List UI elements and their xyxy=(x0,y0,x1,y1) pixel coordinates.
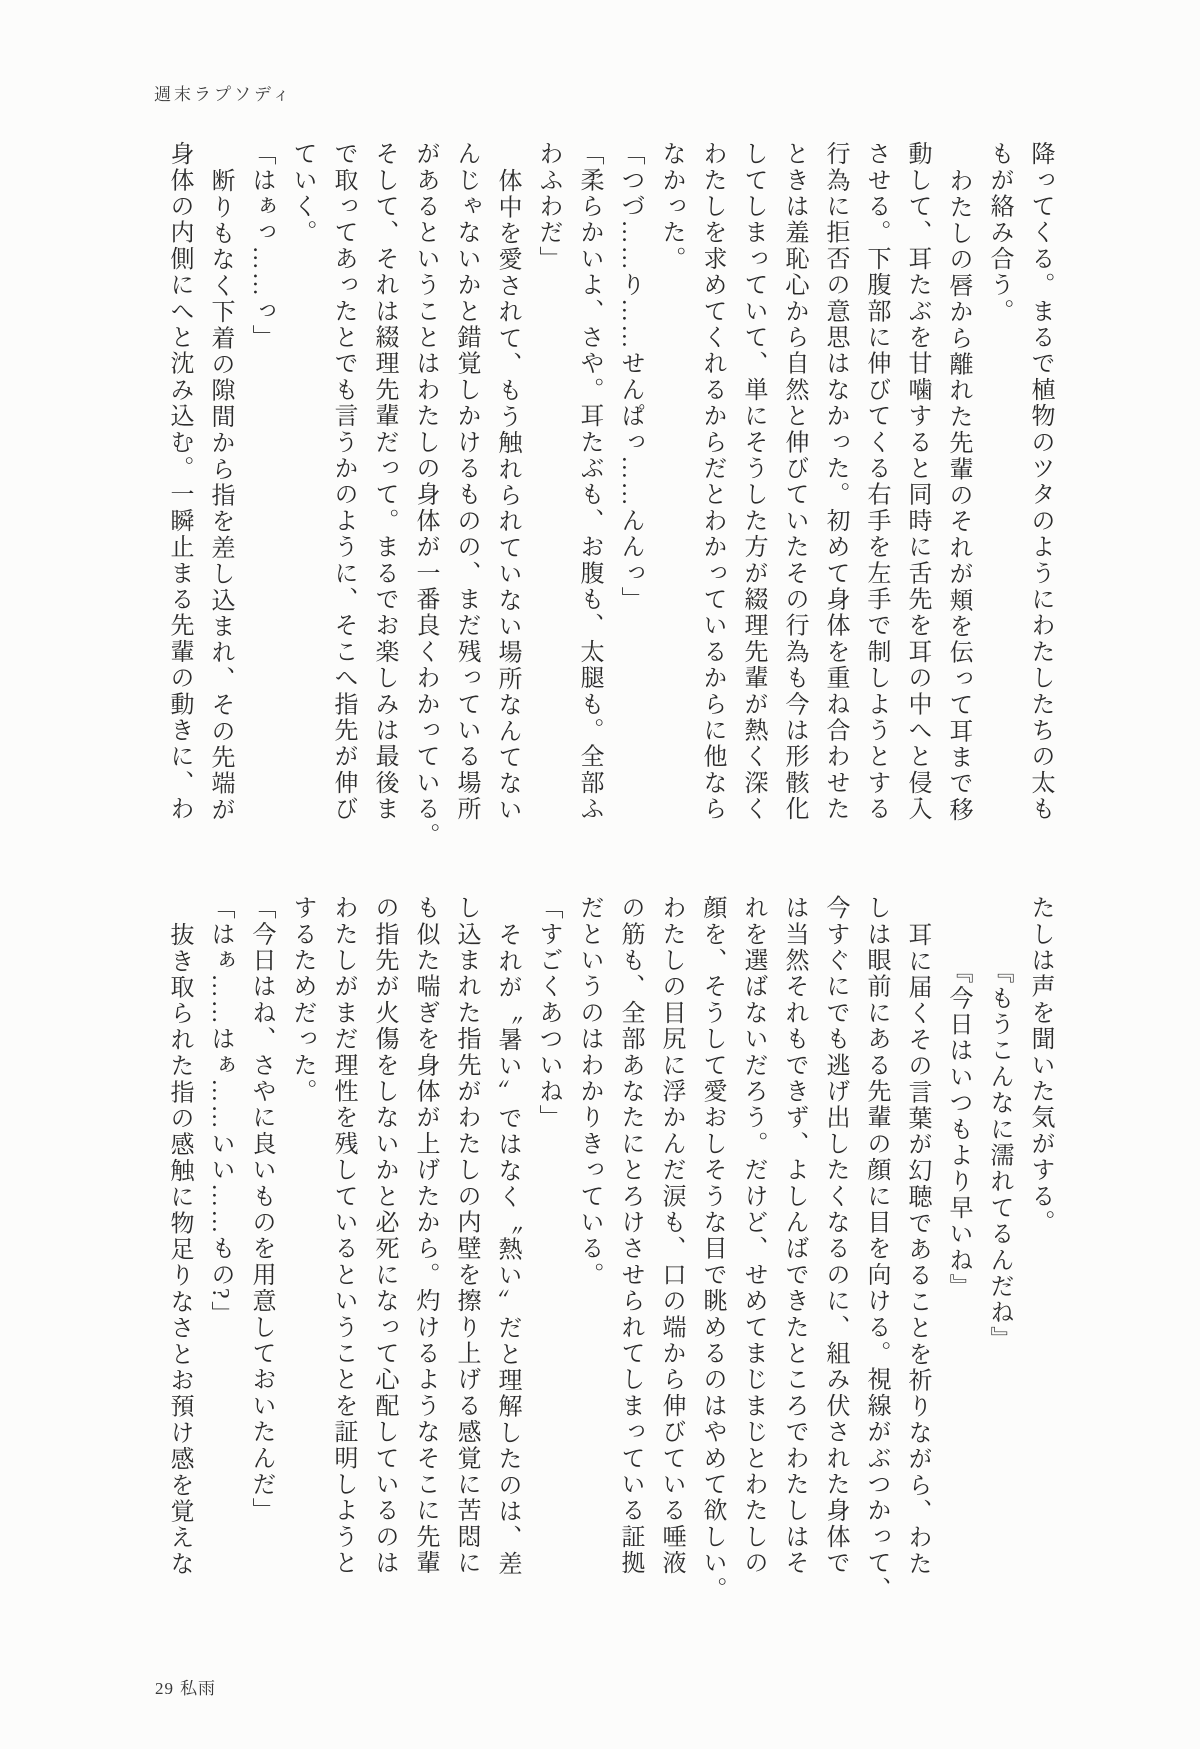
text-column: があるということはわたしの身体が一番良くわかっている。 xyxy=(412,141,438,849)
text-column: 「つづ……り……せんぱっ……んんっ」 xyxy=(617,141,643,613)
text-column: 降ってくる。まるで植物のツタのようにわたしたちの太も xyxy=(1027,141,1053,823)
text-column: 顔を、そうして愛おしそうな目で眺めるのはやめて欲しい。 xyxy=(699,895,725,1603)
text-column: わたしの目尻に浮かんだ涙も、口の端から伸びている唾液 xyxy=(658,895,684,1577)
text-column: ときは羞恥心から自然と伸びていたその行為も今は形骸化 xyxy=(781,141,807,823)
text-column: してしまっていて、単にそうした方が綴理先輩が熱く深く xyxy=(740,141,766,823)
text-block-top xyxy=(158,141,1060,849)
text-column: 「はぁっ……っ」 xyxy=(248,141,274,351)
text-column: 「今日はね、さやに良いものを用意しておいたんだ」 xyxy=(248,895,274,1524)
text-column: 身体の内側にへと沈み込む。一瞬止まる先輩の動きに、わ xyxy=(166,141,192,823)
text-column: 「すごくあついね」 xyxy=(535,895,561,1131)
text-column: も似た喘ぎを身体が上げたから。灼けるようなそこに先輩 xyxy=(412,895,438,1577)
text-column: 今すぐにでも逃げ出したくなるのに、組み伏された身体で xyxy=(822,895,848,1577)
text-column: れを選ばないだろう。だけど、せめてまじまじとわたしの xyxy=(740,895,766,1577)
text-column: させる。下腹部に伸びてくる右手を左手で制しようとする xyxy=(863,141,889,823)
text-column: 『今日はいつもより早いね』 xyxy=(945,959,971,1300)
text-column: そして、それは綴理先輩だって。まるでお楽しみは最後ま xyxy=(371,141,397,823)
text-column: わたしがまだ理性を残しているということを証明しようと xyxy=(330,895,356,1577)
text-column: は当然それもできず、よしんばできたところでわたしはそ xyxy=(781,895,807,1577)
text-column: の筋も、全部あなたにとろけさせられてしまっている証拠 xyxy=(617,895,643,1577)
text-column: で取ってあったとでも言うかのように、そこへ指先が伸び xyxy=(330,141,356,823)
text-column: 行為に拒否の意思はなかった。初めて身体を重ね合わせた xyxy=(822,141,848,823)
text-column: ていく。 xyxy=(289,141,315,246)
text-column: 『もうこんなに濡れてるんだね』 xyxy=(986,959,1012,1352)
text-column: わたしを求めてくれるからだとわかっているからに他なら xyxy=(699,141,725,823)
text-column: だというのはわかりきっている。 xyxy=(576,895,602,1288)
text-column: 耳に届くその言葉が幻聴であることを祈りながら、わた xyxy=(904,922,930,1577)
text-column: 断りもなく下着の隙間から指を差し込まれ、その先端が xyxy=(207,168,233,824)
text-column: するためだった。 xyxy=(289,895,315,1105)
footer-title: 私雨 xyxy=(180,1679,216,1698)
text-column: 「柔らかいよ、さや。耳たぶも、お腹も、太腿も。全部ふ xyxy=(576,141,602,823)
text-column: なかった。 xyxy=(658,141,684,272)
text-column: 体中を愛されて、もう触れられていない場所なんてない xyxy=(494,168,520,823)
running-head: 週末ラプソディ xyxy=(154,85,293,104)
text-column: 抜き取られた指の感触に物足りなさとお預け感を覚えな xyxy=(166,922,192,1577)
text-column: それが〝暑い〟ではなく〝熱い〟だと理解したのは、差 xyxy=(494,922,520,1577)
page-number: 29 xyxy=(155,1679,174,1698)
text-column: し込まれた指先がわたしの内壁を擦り上げる感覚に苦悶に xyxy=(453,895,479,1577)
text-column: もが絡み合う。 xyxy=(986,141,1012,325)
text-column: わふわだ」 xyxy=(535,141,561,272)
text-column: しは眼前にある先輩の顔に目を向ける。視線がぶつかって、 xyxy=(863,895,889,1603)
text-column: の指先が火傷をしないかと必死になって心配しているのは xyxy=(371,895,397,1577)
text-column: わたしの唇から離れた先輩のそれが頬を伝って耳まで移 xyxy=(945,168,971,823)
page-footer xyxy=(155,1674,222,1699)
text-column: んじゃないかと錯覚しかけるものの、まだ残っている場所 xyxy=(453,141,479,823)
text-column: 「はぁ……はぁ……いい……もの?」 xyxy=(207,895,233,1328)
text-column: たしは声を聞いた気がする。 xyxy=(1027,895,1053,1236)
text-block-bottom xyxy=(158,895,1060,1603)
text-column: 動して、耳たぶを甘噛すると同時に舌先を耳の中へと侵入 xyxy=(904,141,930,823)
